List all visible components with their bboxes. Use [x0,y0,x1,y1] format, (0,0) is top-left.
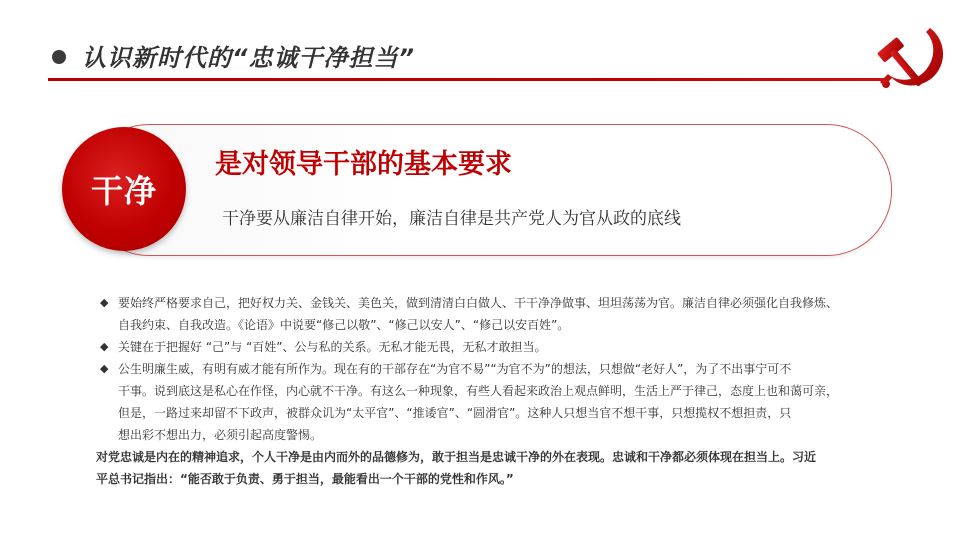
list-item-line: 想出彩不想出力，必须引起高度警惕。 [118,428,323,442]
list-item-line: 但是，一路过来却留不下政声，被群众讥为“太平官”、“推诿官”、“圆滑官”。这种人只想当官不想干事，只想揽权不想担责，只 [118,406,792,420]
diamond-bullet-icon: ◆ [100,362,109,375]
list-item-line: 关键在于把握好 “己”与 “百姓”、公与私的关系。无私才能无畏，无私才敢担当。 [118,340,547,354]
card-headline: 是对领导干部的基本要求 [215,149,512,180]
header-divider [48,78,888,81]
list-item [100,336,930,358]
body-text [96,292,930,490]
list-item-line: 要始终严格要求自己，把好权力关、金钱关、美色关，做到清清白白做人、干干净净做事、坦坦荡荡为官。廉洁自律必须强化自我修炼、 [118,296,839,310]
closing-line: 平总书记指出：“能否敢于负责、勇于担当，最能看出一个干部的党性和作风。” [96,472,514,486]
card-badge-label: 干净 [90,172,157,210]
diamond-bullet-icon: ◆ [100,296,109,309]
party-emblem-icon [872,18,952,96]
list-item [100,358,930,446]
bullet-dot-icon [52,50,66,64]
card-badge [62,127,186,251]
closing-line: 对党忠诚是内在的精神追求，个人干净是由内而外的品德修为，敢于担当是忠诚干净的外在表现。忠诚和干净都必须体现在担当上。习近 [96,450,817,464]
diamond-bullet-icon: ◆ [100,340,109,353]
list-item-line: 干事。说到底这是私心在作怪，内心就不干净。有这么一种现象，有些人看起来政治上观点鲜明，生活上严于律己，态度上也和蔼可亲， [118,384,839,398]
closing-statement [96,446,930,490]
list-item-line: 自我约束、自我改造。《论语》中说要“修己以敬”、“修己以安人”、“修己以安百姓”。 [118,318,570,332]
card-subtitle: 干净要从廉洁自律开始，廉洁自律是共产党人为官从政的底线 [222,209,681,229]
list-item [100,292,930,336]
page-title: 认识新时代的“忠诚干净担当” [82,44,415,72]
list-item-line: 公生明廉生威，有明有威才能有所作为。现在有的干部存在“为官不易”“为官不为”的想法，只想做“老好人”，为了不出事宁可不 [118,362,792,376]
